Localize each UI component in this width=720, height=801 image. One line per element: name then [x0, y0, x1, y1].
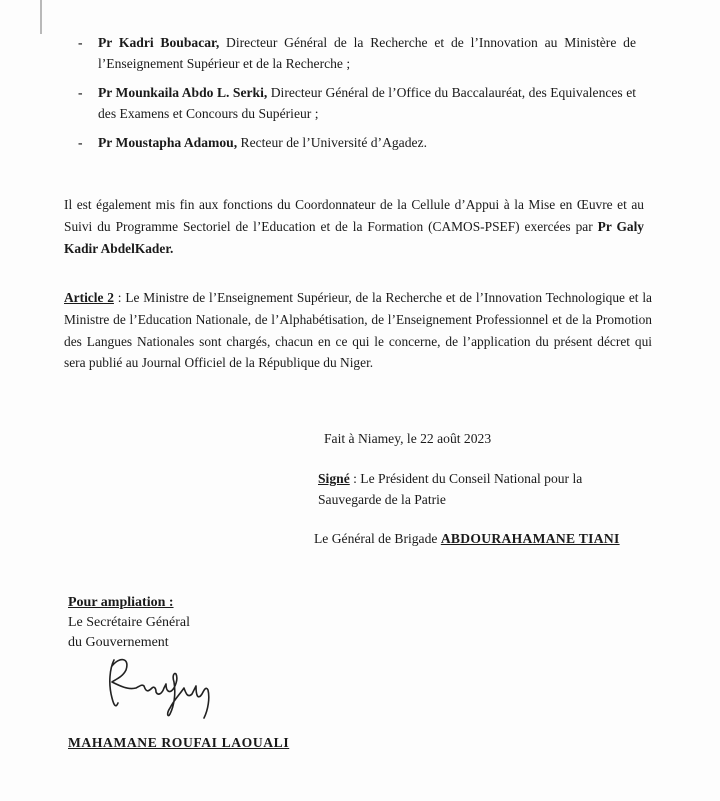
ampliation-heading: Pour ampliation : — [68, 595, 174, 610]
bullet-list — [0, 32, 720, 161]
secretary-title-line2: du Gouvernement — [68, 635, 169, 650]
list-item — [0, 82, 720, 124]
person-name: Pr Moustapha Adamou, — [98, 135, 238, 150]
person-role: Directeur Général de l’Office du Baccalauréat, des Equivalences et des Examens et Concours du Supérieur ; — [98, 85, 636, 121]
person-name: Pr Mounkaila Abdo L. Serki, — [98, 85, 268, 100]
person-role: Recteur de l’Université d’Agadez. — [237, 135, 427, 150]
general-prefix: Le Général de Brigade — [314, 531, 441, 546]
handwritten-signature — [100, 648, 230, 723]
person-name: Pr Kadri Boubacar, — [98, 35, 220, 50]
ampliation-block — [68, 593, 328, 653]
bullet-mark: - — [78, 85, 83, 100]
termination-text: Il est également mis fin aux fonctions du Coordonnateur de la Cellule d’Appui à la Mise en Œuvre et au Suivi du Programme Sectoriel de l’Education et de la Formation (CAMOS-PSEF) exercées par — [64, 197, 644, 234]
general-name: ABDOURAHAMANE TIANI — [440, 531, 620, 546]
list-item — [0, 132, 720, 153]
signed-label: Signé — [318, 471, 350, 486]
signatory-name: MAHAMANE ROUFAI LAOUALI — [68, 735, 290, 750]
termination-paragraph — [64, 194, 644, 260]
bullet-mark: - — [78, 35, 83, 50]
signed-block — [318, 468, 648, 510]
article-2-label: Article 2 — [64, 290, 114, 305]
signed-text: : Le Président du Conseil National pour la Sauvegarde de la Patrie — [318, 471, 583, 507]
bullet-mark: - — [78, 135, 83, 150]
article-2-text: : Le Ministre de l’Enseignement Supérieur, de la Recherche et de l’Innovation Technologique et la Ministre de l’Education Nationale, de l’Alphabétisation, de l’Enseignement Professionnel et de la Promotion des Langues Nationales sont chargés, chacun en ce qui le concerne, de l’application du présent décret qui sera publié au Journal Officiel de la République du Niger. — [64, 290, 652, 371]
person-role: Directeur Général de la Recherche et de l’Innovation au Ministère de l’Enseignement Supérieur et de la Recherche ; — [98, 35, 636, 71]
place-date: Fait à Niamey, le 22 août 2023 — [324, 431, 492, 446]
article-2-paragraph — [64, 287, 652, 374]
secretary-title-line1: Le Secrétaire Général — [68, 615, 191, 630]
list-item — [0, 32, 720, 74]
president-signatory — [314, 528, 714, 549]
page-edge-mark — [40, 0, 42, 34]
coordinator-name: Pr Galy Kadir AbdelKader. — [64, 219, 644, 256]
